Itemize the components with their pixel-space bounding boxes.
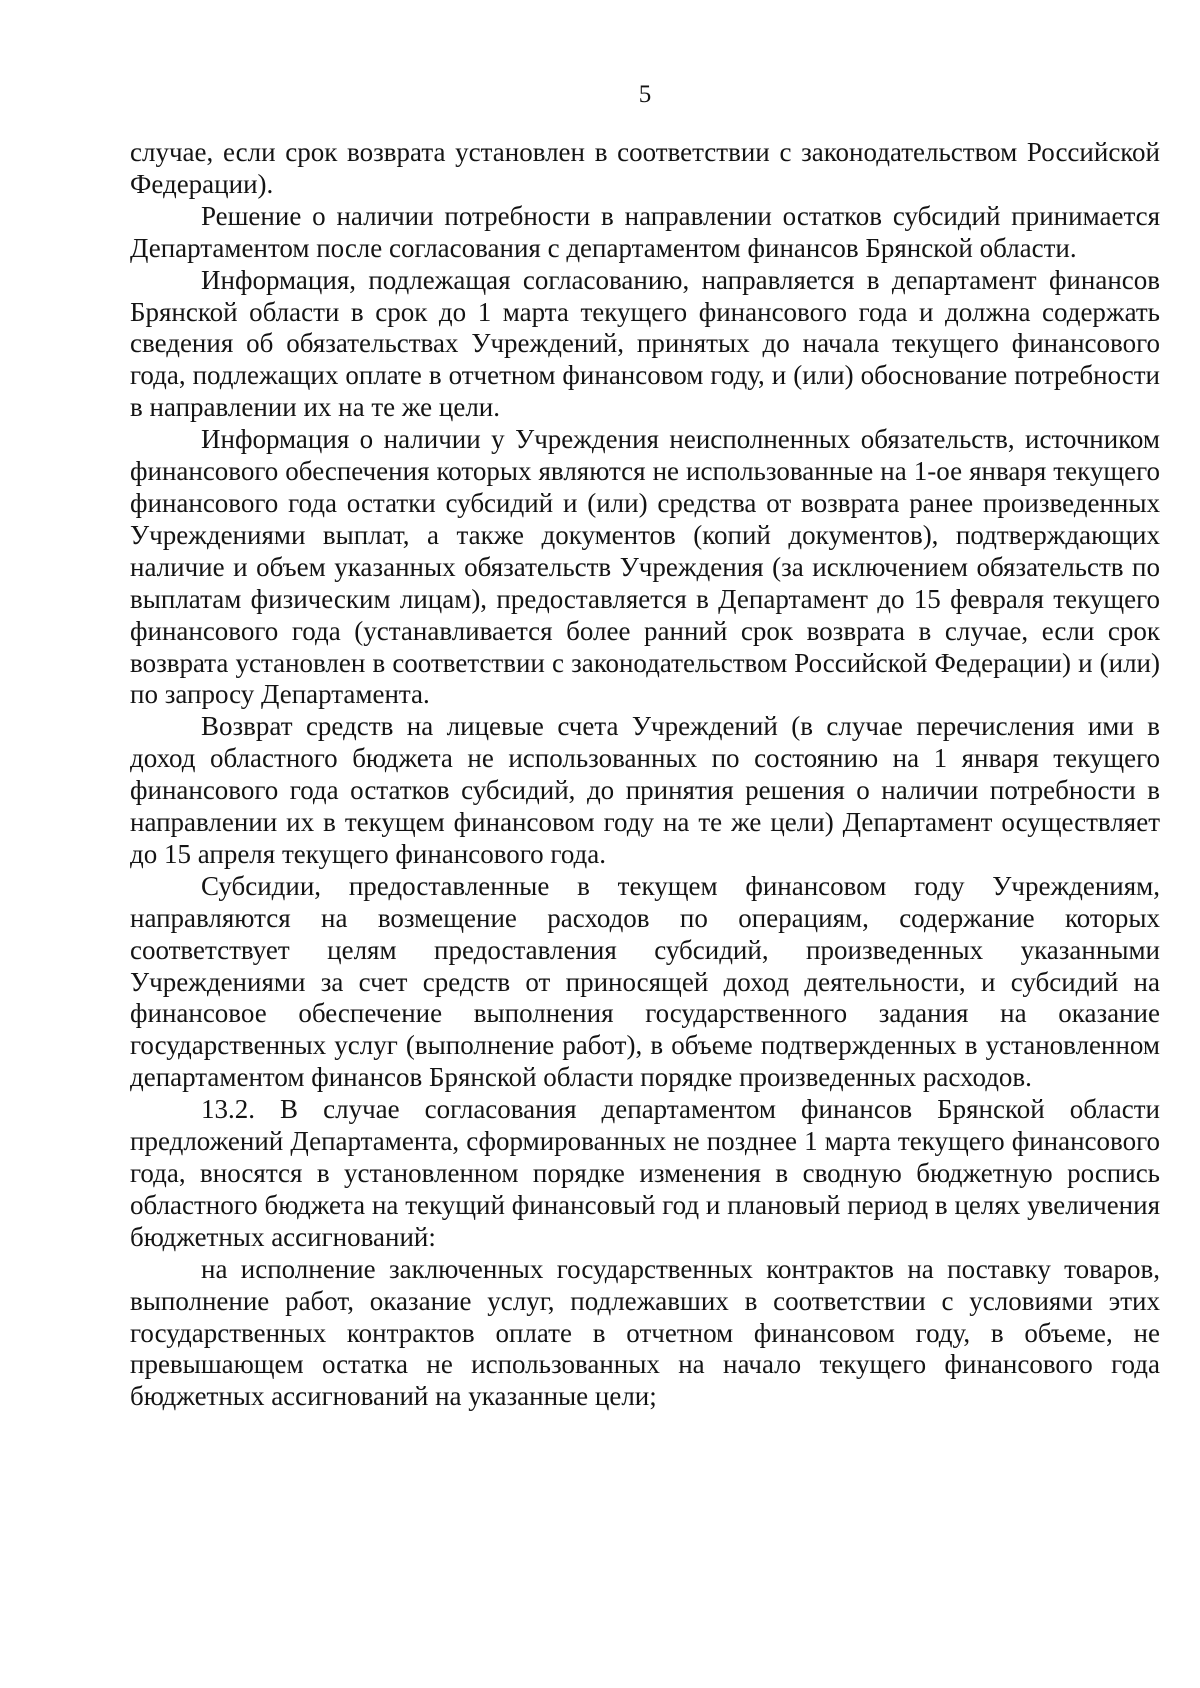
paragraph: Информация о наличии у Учреждения неисполненных обязательств, источником финансового обеспечения которых являются не использованные на 1-ое января текущего финансового года остатки субсидий и (или) средства от возврата ранее произведенных Учреждениями выплат, а также документов (копий документов), подтверждающих наличие и объем указанных обязательств Учреждения (за исключением обязательств по выплатам физическим лицам), предоставляется в Департамент до 15 февраля текущего финансового года (устанавливается более ранний срок возврата в случае, если срок возврата установлен в соответствии с законодательством Российской Федерации) и (или) по запросу Департамента. <box>130 424 1160 710</box>
paragraph-continuation: случае, если срок возврата установлен в соответствии с законодательством Российской Федерации). <box>130 137 1160 199</box>
paragraph: на исполнение заключенных государственных контрактов на поставку товаров, выполнение работ, оказание услуг, подлежавших в соответствии с условиями этих государственных контрактов оплате в отчетном финансовом году, в объеме, не превышающем остатка не использованных на начало текущего финансового года бюджетных ассигнований на указанные цели; <box>130 1253 1160 1412</box>
paragraph: Субсидии, предоставленные в текущем финансовом году Учреждениям, направляются на возмещение расходов по операциям, содержание которых соответствует целям предоставления субсидий, произведенных указанными Учреждениями за счет средств от приносящей доход деятельности, и субсидий на финансовое обеспечение выполнения государственного задания на оказание государственных услуг (выполнение работ), в объеме подтвержденных в установленном департаментом финансов Брянской области порядке произведенных расходов. <box>130 870 1160 1093</box>
paragraph: Решение о наличии потребности в направлении остатков субсидий принимается Департаментом после согласования с департаментом финансов Брянской области. <box>130 200 1160 263</box>
section-paragraph-13-2: 13.2. В случае согласования департаментом финансов Брянской области предложений Департамента, сформированных не позднее 1 марта текущего финансового года, вносятся в установленном порядке изменения в сводную бюджетную роспись областного бюджета на текущий финансовый год и плановый период в целях увеличения бюджетных ассигнований: <box>130 1094 1160 1252</box>
paragraph: Информация, подлежащая согласованию, направляется в департамент финансов Брянской области в срок до 1 марта текущего финансового года и должна содержать сведения об обязательствах Учреждений, принятых до начала текущего финансового года, подлежащих оплате в отчетном финансовом году, и (или) обоснование потребности в направлении их на те же цели. <box>130 264 1160 423</box>
paragraph: Возврат средств на лицевые счета Учреждений (в случае перечисления ими в доход областного бюджета не использованных по состоянию на 1 января текущего финансового года остатков субсидий, до принятия решения о наличии потребности в направлении их в текущем финансовом году на те же цели) Департамент осуществляет до 15 апреля текущего финансового года. <box>130 711 1160 869</box>
page-number: 5 <box>638 81 652 108</box>
document-body <box>130 137 1160 1413</box>
